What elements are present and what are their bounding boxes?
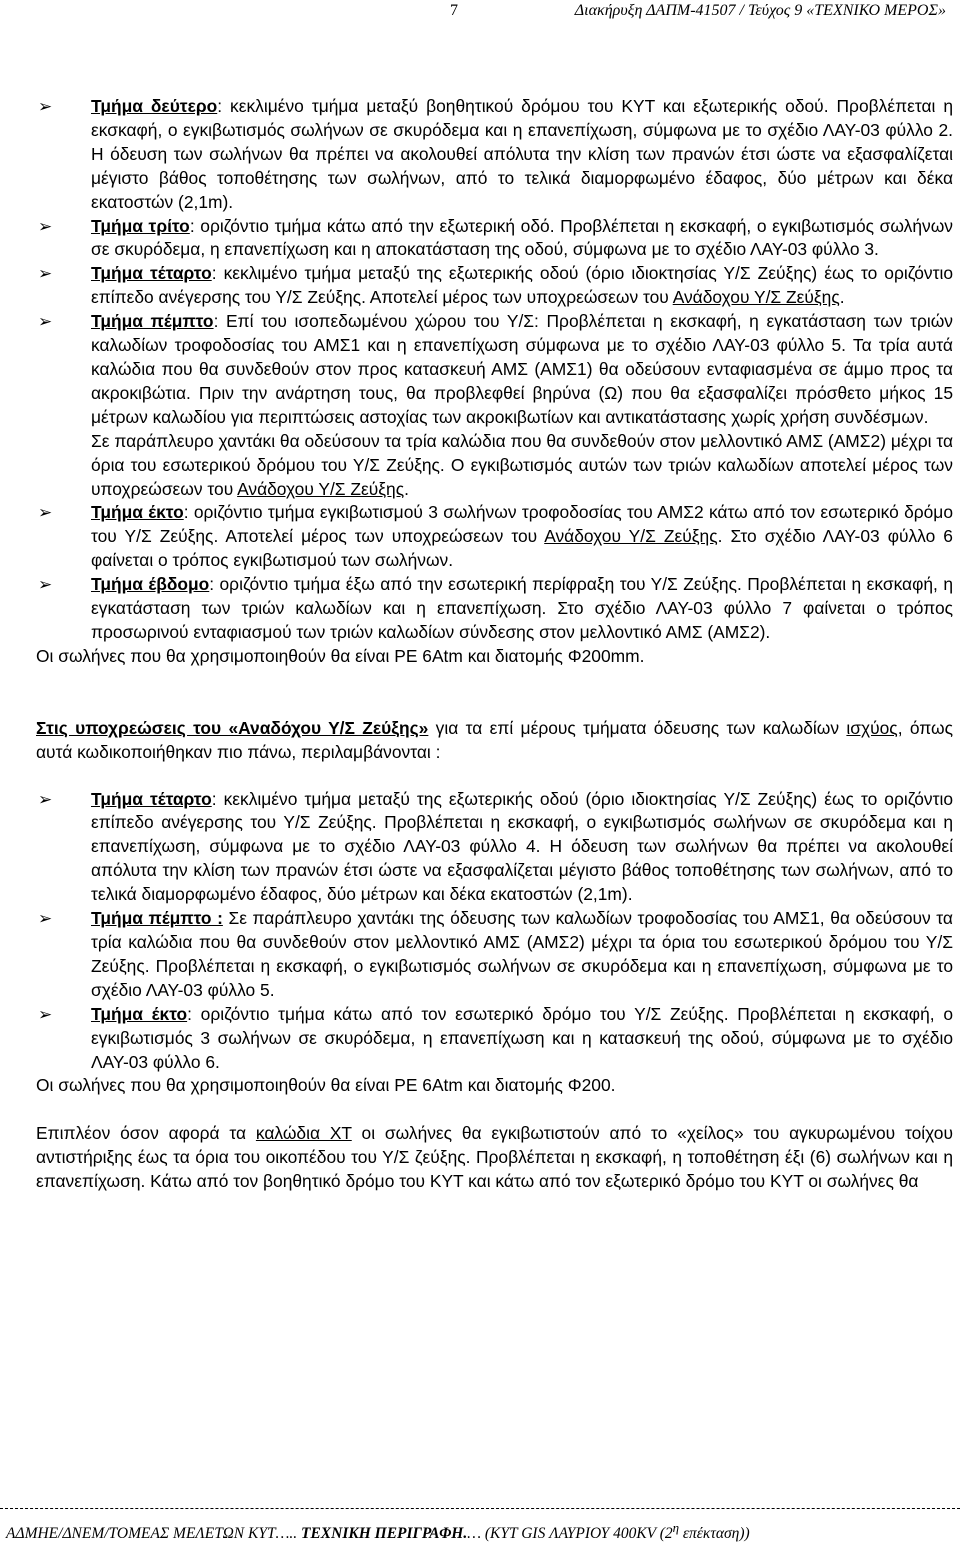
section-title: Τμήμα τέταρτο [91,788,212,809]
list-item [36,907,953,1003]
contractor-reference: Ανάδοχου Υ/Σ Ζεύξης [544,526,718,547]
section-title: Τμήμα πέμπτο [91,311,214,332]
closing-paragraph: Οι σωλήνες που θα χρησιμοποιηθούν θα είναι PE 6Atm και διατομής Φ200. [36,1075,616,1096]
arrowhead-bullet-icon: ➢ [38,264,53,284]
closing-paragraph: Οι σωλήνες που θα χρησιμοποιηθούν θα είναι PE 6Atm και διατομής Φ200mm. [36,645,645,666]
section-title: Τμήμα έβδομο [91,574,210,595]
footer-project: … (ΚΥΤ GIS ΛΑΥΡΙΟΥ 400KV (2 [467,1525,673,1543]
arrowhead-bullet-icon: ➢ [38,503,53,523]
intro-link: ισχύος [846,717,898,738]
arrowhead-bullet-icon: ➢ [38,312,53,332]
page-number: 7 [450,2,458,19]
footer-doc-type: ΤΕΧΝΙΚΗ ΠΕΡΙΓΡΑΦΗ. [297,1525,468,1543]
spacer [36,1098,953,1122]
section-title: Τμήμα τρίτο [91,215,190,236]
section-title: Τμήμα πέμπτο : [91,908,223,929]
list-item [36,788,953,908]
arrowhead-bullet-icon: ➢ [38,216,53,236]
footer-org: ΑΔΜΗΕ/ΔΝΕΜ/ΤΟΜΕΑΣ ΜΕΛΕΤΩΝ ΚΥΤ….. [6,1525,298,1543]
paragraph-text: Επιπλέον όσον αφορά τα [36,1123,256,1144]
section-text: : οριζόντιο τμήμα εγκιβωτισμού 3 σωλήνων τροφοδοσίας του ΑΜΣ2 κάτω από τον εσωτερικό δρόμο του Υ/Σ Ζεύξης. Αποτελεί μέρος των υποχρεώσεων του [91,502,954,547]
document-title: Διακήρυξη ΔΑΠΜ-41507 / Τεύχος 9 «ΤΕΧΝΙΚΟ ΜΕΡΟΣ» [574,2,946,19]
section-text: Σε παράπλευρο χαντάκι της όδευσης των καλωδίων τροφοδοσίας του ΑΜΣ1, θα οδεύσουν τα τρία καλώδια που θα συνδεθούν στον μελλοντικό ΑΜΣ (ΑΜΣ2) μέχρι τα όρια του εσωτερικού δρόμου του Υ/Σ Ζεύξης. Προβλέπεται η εκσκαφή, ο εγκιβωτισμός σωλήνων σε σκυρόδεμα και η επανεπίχωση, σύμφωνα με το σχέδιο ΛΑΥ-03 φύλλο 5. [91,908,953,1000]
list-item [36,310,953,430]
list-item [36,573,953,645]
arrowhead-bullet-icon: ➢ [38,97,53,116]
intro-paragraph [36,717,953,765]
list-item [36,1003,953,1075]
list-item [36,262,953,310]
spacer [36,669,953,717]
arrowhead-bullet-icon: ➢ [38,575,53,595]
page-header [0,2,960,26]
section-title: Τμήμα έκτο [91,1003,188,1024]
arrowhead-bullet-icon: ➢ [38,909,53,929]
contractor-reference: Ανάδοχου Υ/Σ Ζεύξης [237,478,405,499]
section-text: : κεκλιμένο τμήμα μεταξύ της εξωτερικής οδού (όριο ιδιοκτησίας Υ/Σ Ζεύξης) έως το οριζόντιο επίπεδο ανέγερσης του Υ/Σ Ζεύξης. Αποτελεί μέρος των υποχρεώσεων του [91,263,953,308]
section-text: : κεκλιμένο τμήμα μεταξύ της εξωτερικής οδού (όριο ιδιοκτησίας Υ/Σ Ζεύξης) έως το οριζόντιο επίπεδο ανέγερσης του Υ/Σ Ζεύξης. Προβλέπεται η εκσκαφή, ο εγκιβωτισμός σωλήνων σε σκυρόδεμα και η επανεπίχωση, σύμφωνα με το σχέδιο ΛΑΥ-03 φύλλο 4. Η όδευση των σωλήνων θα πρέπει να ακολουθεί απόλυτα την κλίση των πρανών έτσι ώστε να εξασφαλίζεται μέγιστο βάθος τοποθέτησης των σωλήνων, από το τελικά διαμορφωμένο έδαφος, δύο μέτρων και δέκα εκατοστών (2,1m). [91,788,953,905]
arrowhead-bullet-icon: ➢ [38,1004,53,1024]
intro-text: για τα επί μέρους τμήματα όδευσης των καλωδίων [428,717,847,738]
paragraph-text: οι σωλήνες θα εγκιβωτιστούν από το «χείλος» του αγκυρωμένου τοίχου αντιστήριξης έως τα όρια του οικοπέδου του Υ/Σ ζεύξης. Προβλέπεται η εκσκαφή, η τοποθέτηση έξι (6) σωλήνων και η επανεπίχωση. Κάτω από τον βοηθητικό δρόμο του ΚΥΤ και κάτω από τον εξωτερικό δρόμο του ΚΥΤ οι σωλήνες θα [36,1123,953,1192]
section-title: Τμήμα έκτο [91,502,184,523]
section-text: : κεκλιμένο τμήμα μεταξύ βοηθητικού δρόμου του ΚΥΤ και εξωτερικής οδού. Προβλέπεται η εκσκαφή, ο εγκιβωτισμός σωλήνων σε σκυρόδεμα και η επανεπίχωση, σύμφωνα με το σχέδιο ΛΑΥ-03 φύλλο 2. Η όδευση των σωλήνων θα πρέπει να ακολουθεί απόλυτα την κλίση των πρανών έτσι ώστε να εξασφαλίζεται μέγιστο βάθος τοποθέτησης των σωλήνων, από το τελικά διαμορφωμένο έδαφος, δύο μέτρων και δέκα εκατοστών (2,1m). [91,96,953,212]
punctuation: . [839,287,845,308]
section-title: Τμήμα τέταρτο [91,263,212,284]
list-item-continuation [36,430,953,502]
section-text: : οριζόντιο τμήμα έξω από την εσωτερική περίφραξη του Υ/Σ Ζεύξης. Προβλέπεται η εκσκαφή, η εγκατάσταση των τριών καλωδίων και η επανεπίχωση. Στο σχέδιο ΛΑΥ-03 φύλλο 7 φαίνεται ο τρόπος προσωρινού ενταφιασμού των τριών καλωδίων σύνδεσης στον μελλοντικό ΑΜΣ (ΑΜΣ2). [91,574,953,642]
list-item [36,215,953,263]
spacer [36,765,953,788]
list-item [36,95,953,215]
contractor-reference: Ανάδοχου Υ/Σ Ζεύξης [672,287,840,308]
section-text: : οριζόντιο τμήμα κάτω από τον εσωτερικό δρόμο του Υ/Σ Ζεύξης. Προβλέπεται η εκσκαφή, ο εγκιβωτισμός 3 σωλήνων σε σκυρόδεμα, η επανεπίχωση και η κατασκευή της οδού, σύμφωνα με το σχέδιο ΛΑΥ-03 φύλλο 6. [91,1003,953,1072]
section-text: : οριζόντιο τμήμα κάτω από την εξωτερική οδό. Προβλέπεται η εκσκαφή, ο εγκιβωτισμός σωλήνων σε σκυρόδεμα, η επανεπίχωση και η αποκατάσταση της οδού, σύμφωνα με το σχέδιο ΛΑΥ-03 φύλλο 3. [91,215,953,260]
footer-superscript: η [672,1520,680,1535]
section-text: : Επί του ισοπεδωμένου χώρου του Υ/Σ: Προβλέπεται η εκσκαφή, η εγκατάσταση των τριών καλωδίων τροφοδοσίας του ΑΜΣ1 και η επανεπίχωση σύμφωνα με το σχέδιο ΛΑΥ-03 φύλλο 5. Τα τρία αυτά καλώδια που θα συνδεθούν στον προς κατασκευή ΑΜΣ (ΑΜΣ1) θα οδεύσουν ενταφιασμένα σε άμμο προς τα ακροκιβώτια. Πριν την ανάρτηση τους, θα προβλεφθεί βηρύνα (Ω) που θα εξασφαλίζει πρόσθετο μήκος 15 μέτρων καλωδίου για περιπτώσεις αστοχίας των ακροκιβωτίων και αντικατάστασης χωρίς χρήση συνδέσμων. [91,311,953,427]
footer-divider [0,1508,960,1511]
final-paragraph [36,1122,953,1194]
intro-text: , όπως αυτά κωδικοποιήθηκαν πιο πάνω, περιλαμβάνονται : [36,717,953,762]
footer-text [6,1520,750,1543]
intro-heading: Στις υποχρεώσεις του «Αναδόχου Υ/Σ Ζεύξης» [36,717,429,738]
lv-cables-link: καλώδια ΧΤ [255,1123,352,1144]
section-text: . Στο σχέδιο ΛΑΥ-03 φύλλο 6 φαίνεται ο τρόπος εγκιβωτισμού των σωλήνων. [91,526,953,571]
punctuation: . [404,478,409,499]
document-body [36,95,953,1194]
section-text: Σε παράπλευρο χαντάκι θα οδεύσουν τα τρία καλώδια που θα συνδεθούν στον μελλοντικό ΑΜΣ (ΑΜΣ2) μέχρι τα όρια του εσωτερικού δρόμου του Υ/Σ Ζεύξης. Ο εγκιβωτισμός αυτών των τριών καλωδίων αποτελεί μέρος των υποχρεώσεων του [91,430,953,499]
section-title: Τμήμα δεύτερο [91,96,218,116]
list-item [36,501,953,573]
footer-project-end: επέκταση)) [679,1525,750,1543]
arrowhead-bullet-icon: ➢ [38,789,53,809]
